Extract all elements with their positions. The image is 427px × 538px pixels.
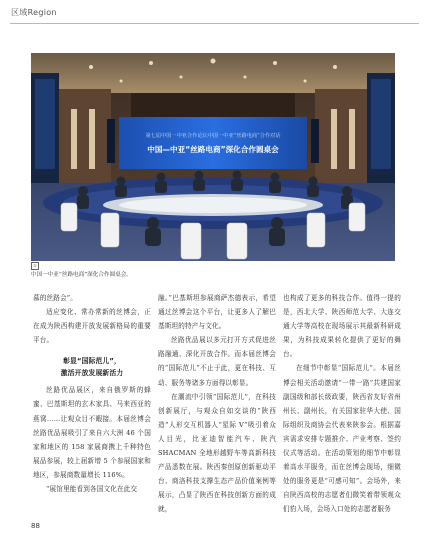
caption-marker-icon: ① (31, 262, 39, 270)
page-header (10, 5, 419, 24)
conference-photo (31, 53, 395, 261)
paragraph: 丝路优品展区，来自俄罗斯的蜂蜜、巴基斯坦的玄木家具、马来西亚的燕窝……让观众目不暇接。本届丝博会丝路优品展吸引了来自六大洲 46 个国家和地区的 158 家展商携上千种特色展品参展，较上届新增 5 个参展国家和地区，参展商数量增长 116%。 (33, 386, 151, 479)
banner-subtitle: 第七届中国一中亚合作论坛中国一中亚“丝路电商”合作对话 (145, 133, 281, 139)
paragraph: 丝路优品展以多元打开方式促进丝路融通、深化开放合作。而本届丝博会的“国际范儿”不止于此，更在科技、互动、服务等诸多方面得以彰显。 (158, 336, 276, 387)
paragraph: 在细节中彰显“国际范儿”。本届丝博会相关活动邀请“一带一路”共建国家副国级和部长级政要，陕西省友好省州州长、副州长，有关国家驻华大使、国际组织及商协会代表来陕参会。根据嘉宾需求安排专题推介、产业考察、签约仪式等活动。在活动策划的细节中彰显着高水平服务，而在丝博会现场，细微处的服务更是“可感可知”。会场外，来自陕西高校的志愿者们微笑着带领观众们豹入场，会场入口处的志愿者服务 (283, 364, 401, 514)
paragraph: 适应变化、常办常新的丝博会，正在成为陕西构建开放发展新格局的重要平台。 (33, 308, 151, 345)
paragraph: 也构成了更多的科技合作。值得一提的是，西北大学、陕西师范大学、大连交通大学等高校在现场展示其最新科研成果，为科技成果转化提供了更好的舞台。 (283, 294, 401, 359)
banner-title: 中国—中亚“丝路电商”深化合作圆桌会 (147, 145, 279, 154)
paragraph: 在潮流中引领“国际范儿”，在科技创新展厅，与观众自如交谈的“陕西造”人形交互机器人“星际 V”吸引着众人目光，比亚迪智能汽车、陕汽 SHACMAN 全地形越野车等高新科技产品悉数在展。陕西秦创原创新驱动平台、商洛科技支撑生态产品价值案例等展示，凸显了陕西在科技创新方面的成就， (158, 392, 276, 514)
subheading-line-1: 彰显“国际范儿”， (63, 357, 121, 366)
paragraph: 慕的丝路会”。 (33, 294, 77, 302)
paragraph: 融。”巴基斯坦参展商萨杰德表示，希望通过丝博会这个平台，让更多人了解巴基斯坦的特产与文化。 (158, 294, 276, 331)
page-number: 88 (31, 522, 40, 530)
article-column-2 (158, 291, 276, 517)
subheading-line-2: 激活开放发展新活力 (60, 369, 124, 378)
article-column-3 (283, 291, 401, 517)
article-column-1 (33, 291, 151, 496)
section-subheading (33, 355, 151, 379)
photo-caption: 中国一中亚“丝路电商”深化合作圆桌会。 (31, 272, 132, 278)
section-label: 区域Region (11, 8, 57, 17)
paragraph: “展馆里能看到各国文化在此交 (46, 485, 138, 494)
